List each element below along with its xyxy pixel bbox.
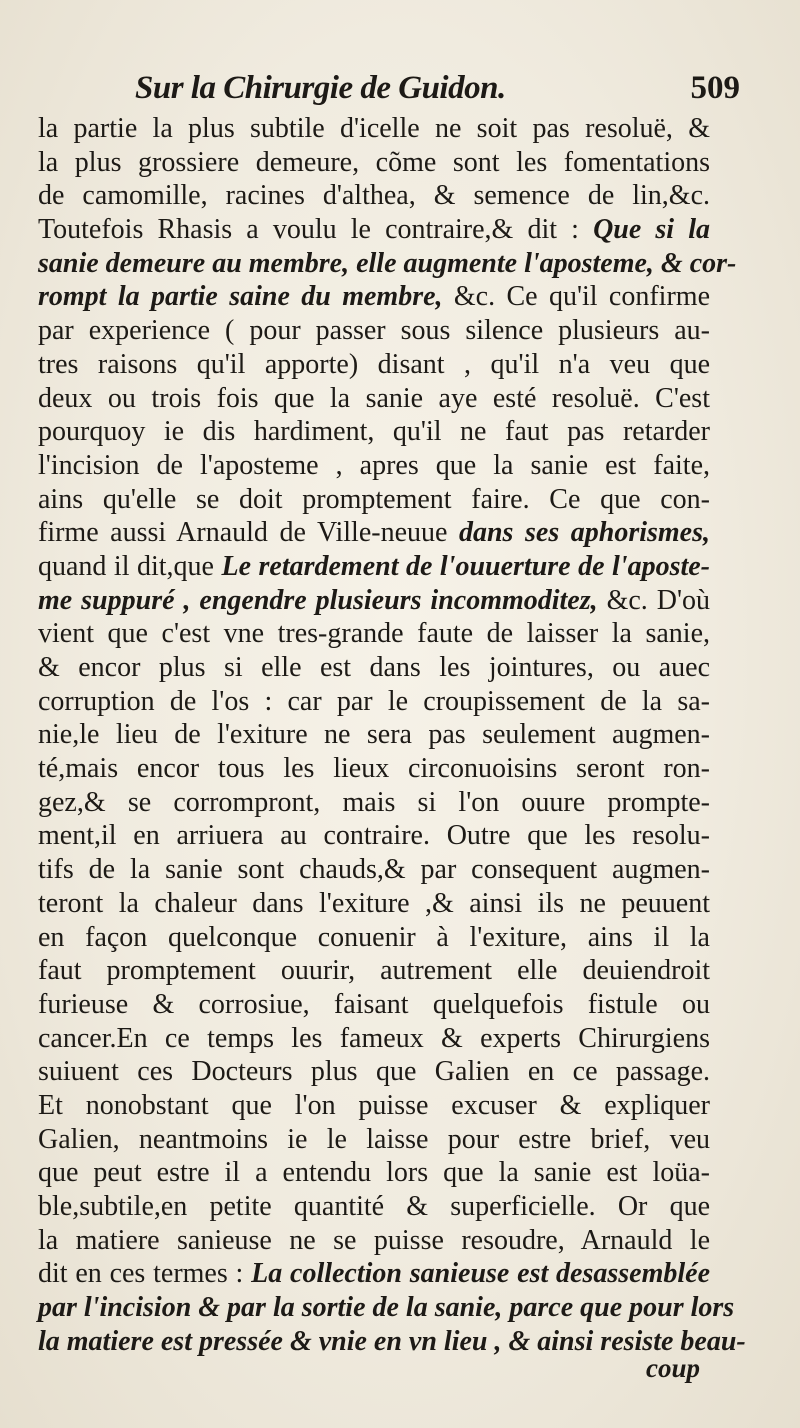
text-line (38, 887, 710, 921)
text-run: en façon quelconque conuenir à l'exiture, ains il la (38, 921, 710, 953)
text-run: tifs de la sanie sont chauds,& par consequent augmen- (38, 854, 710, 886)
italic-text-run: rompt la partie saine du membre, (38, 281, 454, 313)
italic-text-run: sanie demeure au membre, elle augmente l'aposteme, & cor- (38, 247, 737, 279)
body-text (38, 112, 746, 1358)
text-run: & encor plus si elle est dans les jointures, ou auec (38, 652, 710, 683)
text-line (38, 146, 710, 180)
text-line (38, 1257, 710, 1291)
text-line (38, 718, 710, 752)
text-line (38, 1055, 710, 1089)
text-line (38, 584, 710, 618)
text-line (38, 1089, 710, 1123)
text-line (38, 247, 737, 281)
text-run: firme aussi Arnauld de Ville-neuue (38, 517, 459, 549)
text-line (38, 921, 710, 955)
text-run: ains qu'elle se doit promptement faire. Ce que con- (38, 483, 710, 515)
text-line (38, 752, 710, 786)
text-line (38, 483, 710, 517)
text-line (38, 1123, 710, 1157)
text-line (38, 1190, 710, 1224)
text-line (38, 516, 710, 550)
text-run: par experience ( pour passer sous silence plusieurs au- (38, 315, 710, 347)
italic-text-run: dans ses aphorismes, (458, 517, 711, 549)
text-line (38, 1291, 735, 1325)
text-line (38, 1156, 710, 1190)
text-line (38, 1325, 746, 1359)
text-line (38, 1022, 710, 1056)
text-run: té,mais encor tous les lieux circonuoisins seront ron- (38, 753, 710, 785)
text-line (38, 179, 710, 213)
page-header (40, 70, 740, 110)
text-run: la partie la plus subtile d'icelle ne soit pas resoluë, & (38, 113, 710, 144)
text-line (38, 415, 710, 449)
text-run: nie,le lieu de l'exiture ne sera pas seulement augmen- (38, 719, 710, 751)
text-run: faut promptement ouurir, autrement elle deuiendroit (38, 955, 710, 987)
text-run: ment,il en arriuera au contraire. Outre que les resolu- (38, 820, 710, 852)
text-line (38, 651, 710, 685)
text-run: cancer.En ce temps les fameux & experts Chirurgiens (38, 1022, 710, 1054)
text-line (38, 348, 710, 382)
text-run: de camomille, racines d'althea, & semence de lin,&c. (38, 180, 710, 212)
text-line (38, 819, 710, 853)
text-run: corruption de l'os : car par le croupissement de la sa- (38, 685, 710, 717)
italic-text-run: la matiere est pressée & vnie en vn lieu , & ainsi resiste beau- (38, 1325, 746, 1357)
italic-text-run: me suppuré , engendre plusieurs incommoditez, (38, 584, 607, 616)
text-run: &c. D'où (606, 584, 710, 616)
text-line (38, 314, 710, 348)
text-run: tres raisons qu'il apporte) disant , qu'il n'a veu que (38, 348, 710, 380)
text-run: la matiere sanieuse ne se puisse resoudre, Arnauld le (38, 1224, 710, 1256)
text-run: Toutefois Rhasis a voulu le contraire,& dit : (38, 214, 594, 246)
text-line (38, 280, 710, 314)
page-number: 509 (690, 70, 740, 106)
running-head: Sur la Chirurgie de Guidon. (135, 70, 506, 106)
text-run: pourquoy ie dis hardiment, qu'il ne faut pas retarder (38, 416, 710, 448)
text-run: Galien, neantmoins ie le laisse pour estre brief, veu (38, 1123, 710, 1155)
text-run: que peut estre il a entendu lors que la sanie est loüa- (38, 1157, 710, 1189)
text-run: quand il dit,que (38, 550, 222, 582)
italic-text-run: Le retardement de l'ouuerture de l'aposte- (221, 550, 711, 582)
text-run: furieuse & corrosiue, faisant quelquefois fistule ou (38, 988, 710, 1020)
text-line (38, 954, 710, 988)
text-line (38, 786, 710, 820)
text-run: Et nonobstant que l'on puisse excuser & expliquer (38, 1089, 710, 1121)
text-line (38, 1224, 710, 1258)
text-run: deux ou trois fois que la sanie aye esté resoluë. C'est (38, 382, 710, 414)
text-run: dit en ces termes : (38, 1258, 252, 1290)
text-run: vient que c'est vne tres-grande faute de laisser la sanie, (38, 618, 710, 650)
text-line (38, 685, 710, 719)
italic-text-run: La collection sanieuse est desassemblée (251, 1258, 711, 1290)
text-run: l'incision de l'aposteme , apres que la sanie est faite, (38, 449, 710, 481)
text-line (38, 550, 710, 584)
text-run: ble,subtile,en petite quantité & superficielle. Or que (38, 1191, 710, 1222)
italic-text-run: Que si la (593, 214, 710, 246)
text-line (38, 988, 710, 1022)
text-run: gez,& se corrompront, mais si l'on ouure prompte- (38, 786, 710, 818)
text-line (38, 617, 710, 651)
text-line (38, 213, 710, 247)
text-run: suiuent ces Docteurs plus que Galien en ce passage. (38, 1056, 710, 1088)
text-line (38, 449, 710, 483)
text-run: &c. Ce qu'il confirme (453, 281, 710, 313)
text-line (38, 853, 710, 887)
text-line (38, 112, 710, 146)
italic-text-run: par l'incision & par la sortie de la sanie, parce que pour lors (38, 1292, 735, 1324)
text-run: teront la chaleur dans l'exiture ,& ainsi ils ne peuuent (38, 887, 710, 919)
text-run: la plus grossiere demeure, cõme sont les fomentations (38, 146, 710, 178)
catchword: coup (646, 1353, 700, 1383)
text-line (38, 382, 710, 416)
